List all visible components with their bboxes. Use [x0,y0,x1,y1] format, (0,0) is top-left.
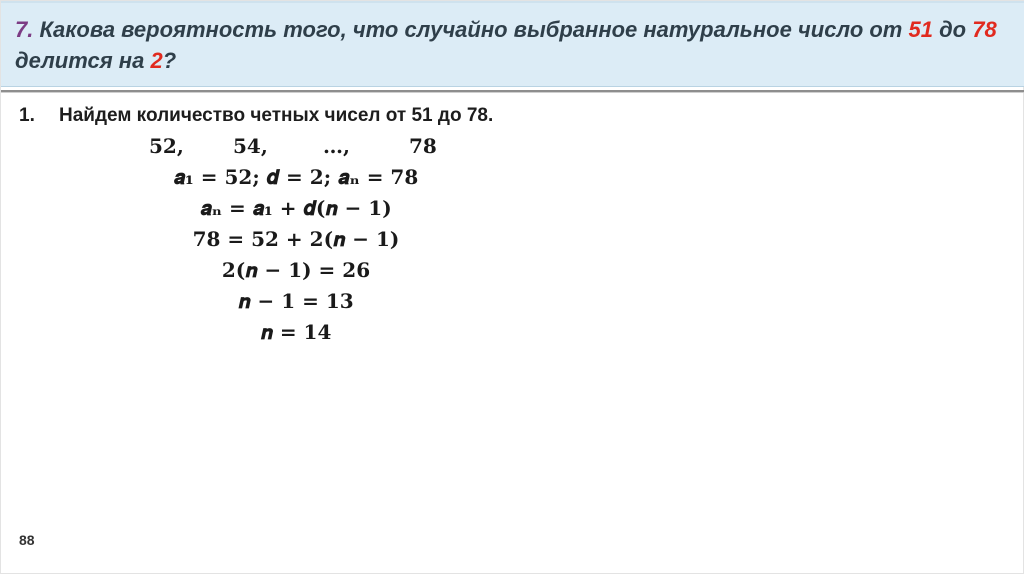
substitution-equation: 78 = 52 + 2(𝒏 − 1) [192,227,400,251]
sequence-term-last: 78 [409,134,437,158]
title-text-2: до [932,17,973,42]
step-text: Найдем количество четных чисел от 51 до 78. [59,105,494,126]
step-number: 1. [19,105,35,126]
nth-term-formula: 𝒂ₙ = 𝒂₁ + 𝒅(𝒏 − 1) [200,196,392,220]
reduced-equation: 𝒏 − 1 = 13 [238,289,354,313]
progression-params: 𝒂₁ = 52; 𝒅 = 2; 𝒂ₙ = 78 [173,165,419,189]
title-text-4: ? [162,48,177,73]
title-text-3: делится на [15,48,151,73]
header-divider [1,90,1024,93]
problem-title [15,14,1015,76]
solution-step [19,105,493,127]
sequence-line [131,131,461,161]
page-number: 88 [19,532,35,548]
sequence-term-1: 52, [149,134,184,158]
title-text-1: Какова вероятность того, что случайно выбранное натуральное число от [33,17,909,42]
problem-number: 7. [15,17,34,42]
title-bar [1,1,1024,87]
sequence-term-2: 54, [233,134,268,158]
range-end-value: 78 [972,17,997,42]
range-start-value: 51 [908,17,933,42]
sequence-ellipsis: …, [323,134,350,158]
divisor-value: 2 [150,48,163,73]
simplified-equation: 2(𝒏 − 1) = 26 [221,258,371,282]
result-equation: 𝒏 = 14 [260,320,332,344]
